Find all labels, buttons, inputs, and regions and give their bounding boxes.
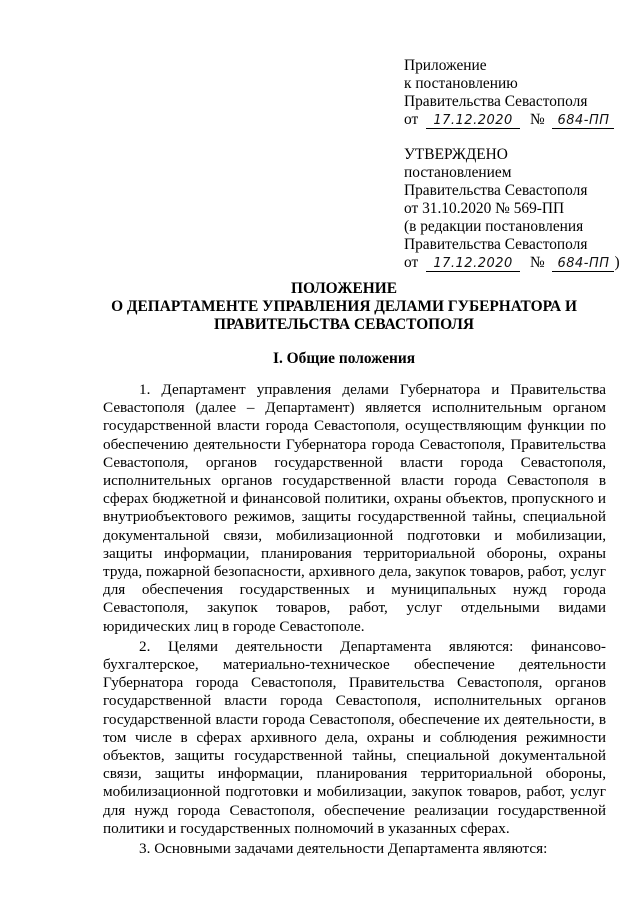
annex-from-label: от [404, 111, 419, 128]
approved-number-sign: № [529, 254, 545, 271]
annex-date-line [404, 111, 614, 129]
annex-handwritten-date: 17.12.2020 [426, 114, 520, 129]
approved-line-5: (в редакции постановления [404, 218, 584, 235]
title-line-2: О ДЕПАРТАМЕНТЕ УПРАВЛЕНИЯ ДЕЛАМИ ГУБЕРНАТОРА И [111, 298, 577, 315]
paragraph-3: 3. Основными задачами деятельности Департамента являются: [139, 840, 548, 858]
annex-line-2: к постановлению [404, 75, 518, 92]
annex-number-sign: № [529, 111, 545, 128]
paragraph-1: 1. Департамент управления делами Губернатора и Правительства Севастополя (далее – Департамент) является исполнительным органом государственной власти города Севастополя, осуществляющим функции по обеспечению деятельности Губернатора города Севастополя, Правительства Севастополя, органов государственной власти города Севастополя, исполнительных органов государственной власти города Севастополя в сферах бюджетной и финансовой политики, охраны объектов, пропускного и внутриобъектового режимов, защиты государственной тайны, специальной документальной связи, мобилизационной подготовки и мобилизации, защиты информации, планирования территориальной обороны, охраны труда, пожарной безопасности, архивного дела, закупок товаров, работ, услуг для обеспечения государственных и муниципальных нужд города Севастополя, закупок товаров, работ, услуг отдельными видами юридических лиц в городе Севастополе. [103, 381, 606, 635]
approved-date-line [404, 254, 620, 272]
document-title [80, 280, 608, 334]
document-body [103, 381, 606, 858]
approved-line-1: УТВЕРЖДЕНО [404, 146, 508, 163]
annex-block [404, 57, 614, 129]
approved-handwritten-number: 684-ПП [552, 257, 614, 272]
paragraph-2: 2. Целями деятельности Департамента являются: финансово-бухгалтерское, материально-техническое обеспечение деятельности Губернатора города Севастополя, Правительства Севастополя, органов государственной власти города Севастополя, исполнительных органов государственной власти города Севастополя, обеспечение их деятельности, в том числе в сферах архивного дела, охраны и соблюдения режимности объектов, защиты государственной тайны, специальной документальной связи, защиты информации, планирования территориальной обороны, мобилизационной подготовки и мобилизации, закупок товаров, работ, услуг для нужд города Севастополя, обеспечение реализации государственной политики и государственных полномочий в указанных сферах. [103, 637, 606, 837]
annex-line-1: Приложение [404, 57, 487, 74]
approved-from-label: от [404, 254, 419, 271]
section-heading: I. Общие положения [272, 350, 416, 367]
approved-line-2: постановлением [404, 164, 512, 181]
approved-line-4: от 31.10.2020 № 569-ПП [404, 200, 565, 217]
title-line-1: ПОЛОЖЕНИЕ [291, 280, 397, 297]
title-line-3: ПРАВИТЕЛЬСТВА СЕВАСТОПОЛЯ [214, 316, 474, 333]
annex-line-3: Правительства Севастополя [404, 93, 588, 110]
annex-handwritten-number: 684-ПП [552, 114, 614, 129]
approved-close-paren: ) [614, 254, 620, 271]
approved-block [404, 146, 620, 272]
approved-line-6: Правительства Севастополя [404, 236, 588, 253]
approved-line-3: Правительства Севастополя [404, 182, 588, 199]
approved-handwritten-date: 17.12.2020 [426, 257, 520, 272]
